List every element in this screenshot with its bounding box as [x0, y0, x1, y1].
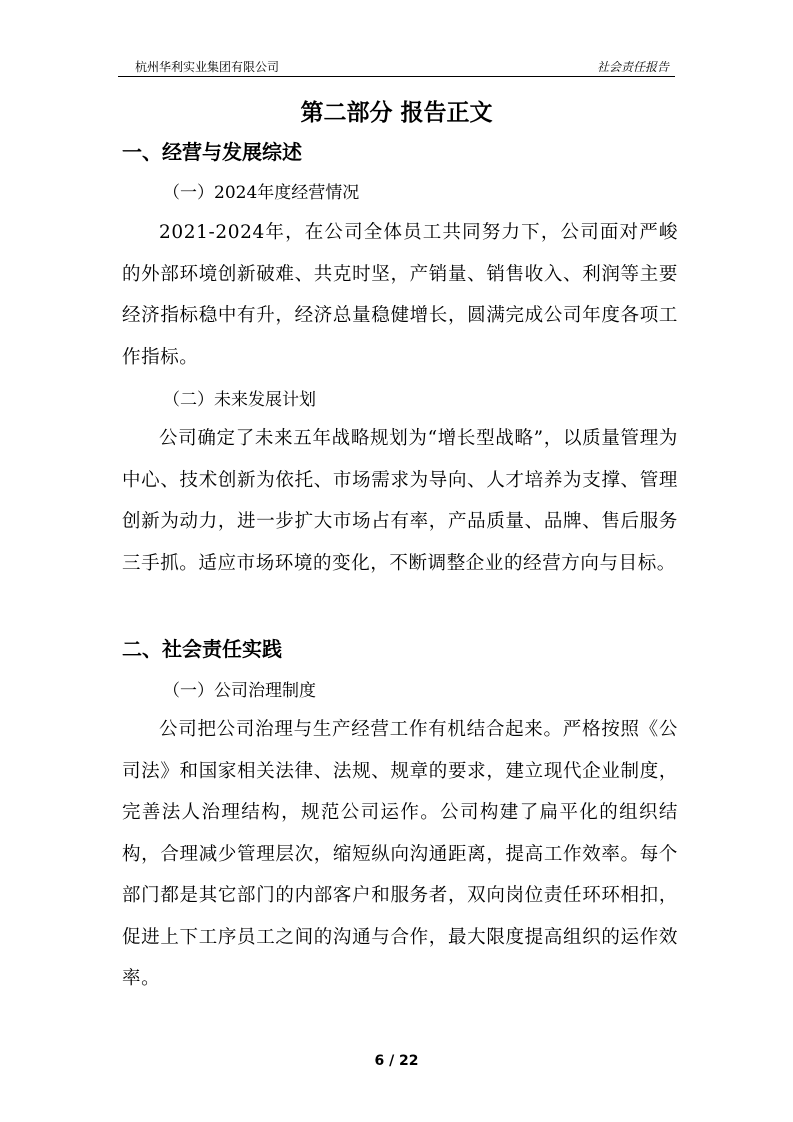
page-title: 第二部分 报告正文	[300, 100, 493, 126]
section-heading-1: 一、经营与发展综述	[122, 140, 302, 164]
subsection-heading-1-1: （一）2024年度经营情况	[163, 183, 360, 203]
page-number: 6 / 22	[374, 1053, 419, 1069]
header-company-name: 杭州华利实业集团有限公司	[135, 60, 280, 74]
subsection-heading-1-2: （二）未来发展计划	[163, 390, 316, 410]
paragraph-2-1: 公司把公司治理与生产经营工作有机结合起来。严格按照《公司法》和国家相关法律、法规、规章的要求，建立现代企业制度，完善法人治理结构，规范公司运作。公司构建了扁平化的组织结构，合理减少管理层次，缩短纵向沟通距离，提高工作效率。每个部门都是其它部门的内部客户和服务者，双向岗位责任环环相扣，促进上下工序员工之间的沟通与合作，最大限度提高组织的运作效率。	[122, 719, 678, 989]
header-doc-type: 社会责任报告	[596, 60, 669, 74]
paragraph-1-2: 公司确定了未来五年战略规划为“增长型战略”，以质量管理为中心、技术创新为依托、市场需求为导向、人才培养为支撑、管理创新为动力，进一步扩大市场占有率，产品质量、品牌、售后服务三手抓。适应市场环境的变化，不断调整企业的经营方向与目标。	[122, 428, 678, 574]
section-heading-2: 二、社会责任实践	[122, 637, 282, 661]
header-divider	[118, 76, 675, 77]
paragraph-1-1: 2021-2024年，在公司全体员工共同努力下，公司面对严峻的外部环境创新破难、共克时坚，产销量、销售收入、利润等主要经济指标稳中有升，经济总量稳健增长，圆满完成公司年度各项工作指标。	[122, 222, 678, 368]
subsection-heading-2-1: （一）公司治理制度	[163, 681, 316, 701]
